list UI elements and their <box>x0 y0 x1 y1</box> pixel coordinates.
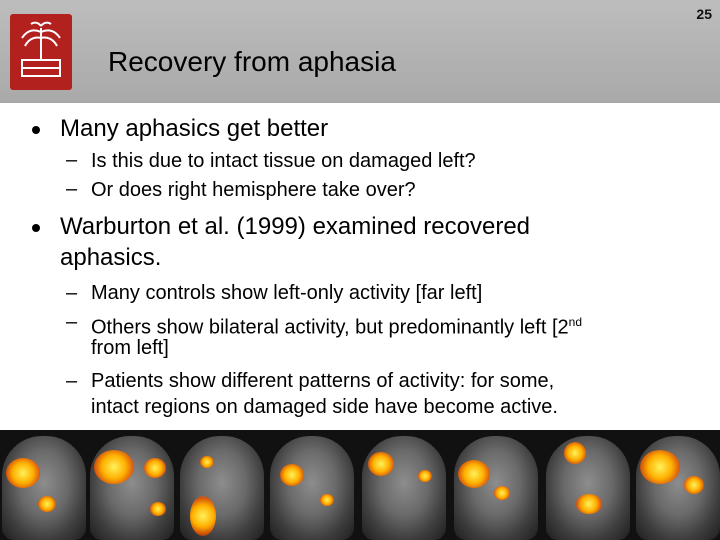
bullet-marker <box>32 126 40 134</box>
activation-blob <box>6 458 40 488</box>
sub-bullet-2-3-cont: intact regions on damaged side have become active. <box>91 396 558 418</box>
activation-blob <box>564 442 586 464</box>
university-seal-icon <box>10 14 72 90</box>
sub-bullet-2-1: Many controls show left-only activity [far left] <box>91 282 483 304</box>
brain-scan-icon <box>2 436 86 540</box>
activation-blob <box>200 456 214 468</box>
activation-blob <box>458 460 490 488</box>
brain-scan-icon <box>454 436 538 540</box>
sub-bullet-2-2-text: Others show bilateral activity, but predominantly left [2 <box>91 316 569 339</box>
bullet-1: Many aphasics get better <box>60 115 329 142</box>
ordinal-suffix: nd <box>568 315 582 329</box>
activation-blob <box>684 476 704 494</box>
brain-scan-icon <box>362 436 446 540</box>
sub-bullet-marker: – <box>66 311 78 333</box>
sub-bullet-marker: – <box>66 149 78 171</box>
activation-blob <box>280 464 304 486</box>
brain-scan-icon <box>90 436 174 540</box>
sub-bullet-marker: – <box>66 282 78 304</box>
sub-bullet-2-3: Patients show different patterns of activity: for some, <box>91 370 555 392</box>
slide-number: 25 <box>696 6 712 22</box>
activation-blob <box>190 496 216 536</box>
activation-blob <box>94 450 134 484</box>
bullet-2-line-1: Warburton et al. (1999) examined recovered <box>60 213 531 240</box>
sub-bullet-1-2: Or does right hemisphere take over? <box>91 179 416 201</box>
activation-blob <box>150 502 166 516</box>
sub-bullet-marker: – <box>66 370 78 392</box>
brain-scan-icon <box>636 436 720 540</box>
sub-bullet-marker: – <box>66 178 78 200</box>
activation-blob <box>640 450 680 484</box>
activation-blob <box>494 486 510 500</box>
activation-blob <box>38 496 56 512</box>
activation-blob <box>418 470 432 482</box>
brain-scan-icon <box>270 436 354 540</box>
page-title: Recovery from aphasia <box>108 46 396 77</box>
sub-bullet-1-1: Is this due to intact tissue on damaged left? <box>91 150 476 172</box>
sub-bullet-2-2-cont: from left] <box>91 337 169 359</box>
brain-scan-icon <box>180 436 264 540</box>
activation-blob <box>144 458 166 478</box>
bullet-2-line-2: aphasics. <box>60 244 162 271</box>
slide-header <box>0 0 720 103</box>
bullet-marker <box>32 224 40 232</box>
brain-scan-icon <box>546 436 630 540</box>
activation-blob <box>320 494 334 506</box>
activation-blob <box>368 452 394 476</box>
activation-blob <box>576 494 602 514</box>
